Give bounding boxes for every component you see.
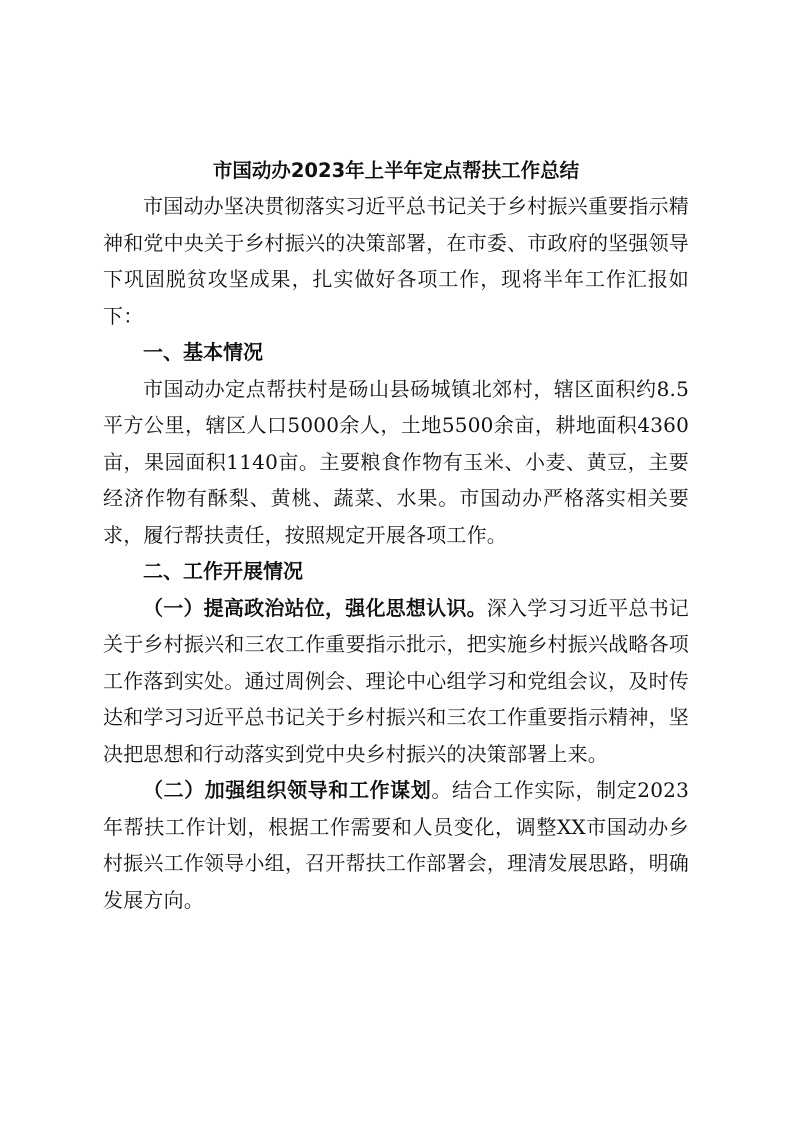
work-item-2-lead: （二）加强组织领导和工作谋划: [143, 778, 432, 802]
basic-info-paragraph: 市国动办定点帮扶村是砀山县砀城镇北郊村，辖区面积约8.5平方公里，辖区人口5000余人，土地5500余亩，耕地面积4360亩，果园面积1140亩。主要粮食作物有玉米、小麦、黄豆，主要经济作物有酥梨、黄桃、蔬菜、水果。市国动办严格落实相关要求，履行帮扶责任，按照规定开展各项工作。: [103, 376, 689, 547]
intro-paragraph: 市国动办坚决贯彻落实习近平总书记关于乡村振兴重要指示精神和党中央关于乡村振兴的决策部署，在市委、市政府的坚强领导下巩固脱贫攻坚成果，扎实做好各项工作，现将半年工作汇报如下：: [103, 194, 689, 328]
section-heading-basic-info: 一、基本情况: [143, 340, 263, 364]
document-body: [103, 155, 689, 918]
document-title: 市国动办2023年上半年定点帮扶工作总结: [212, 159, 580, 182]
work-item-1-paragraph: [103, 590, 689, 773]
work-item-1-body: 深入学习习近平总书记关于乡村振兴和三农工作重要指示批示，把实施乡村振兴战略各项工作落到实处。通过周例会、理论中心组学习和党组会议，及时传达和学习习近平总书记关于乡村振兴和三农工作重要指示精神，坚决把思想和行动落实到党中央乡村振兴的决策部署上来。: [103, 595, 690, 766]
work-item-1-lead: （一）提高政治站位，强化思想认识。: [143, 595, 487, 620]
work-item-2-paragraph: [103, 772, 689, 918]
work-item-2-body: 。结合工作实际，制定2023年帮扶工作计划，根据工作需要和人员变化，调整XX市国动办乡村振兴工作领导小组，召开帮扶工作部署会，理清发展思路，明确发展方向。: [103, 778, 689, 912]
section-heading-work-progress: 二、工作开展情况: [143, 559, 303, 583]
